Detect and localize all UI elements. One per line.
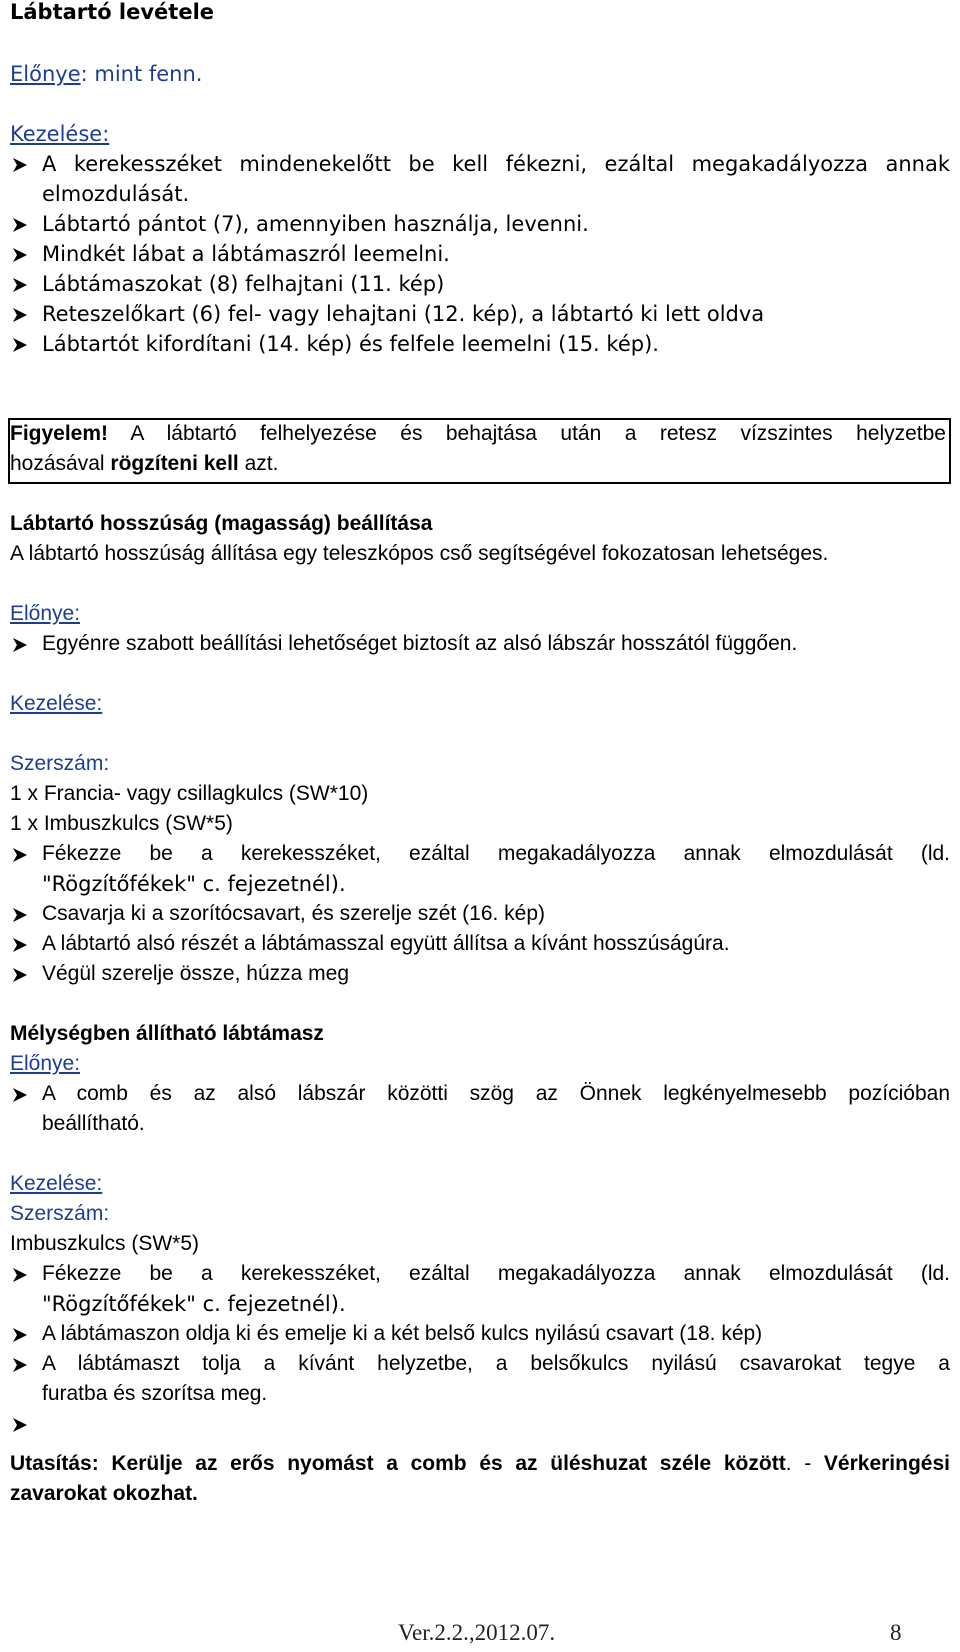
tool-item: 1 x Francia- vagy csillagkulcs (SW*10) <box>10 782 369 805</box>
arrowhead-bullet-icon <box>10 962 32 986</box>
notice-label: Figyelem! <box>10 422 109 445</box>
list-item: A kerekesszéket mindenekelőtt be kell fékezni, ezáltal megakadályozza annak <box>10 152 950 178</box>
arrowhead-bullet-icon <box>10 1322 32 1346</box>
kezelese-label: Kezelése: <box>10 1172 103 1195</box>
arrowhead-bullet-icon <box>10 212 32 236</box>
arrowhead-bullet-icon <box>10 1082 32 1106</box>
arrowhead-bullet-icon <box>10 1352 32 1376</box>
list-item: Fékezze be a kerekesszéket, ezáltal megakadályozza annak elmozdulását (ld. <box>10 1262 950 1288</box>
elonye-text: : mint fenn. <box>80 62 203 86</box>
arrowhead-bullet-icon <box>10 932 32 956</box>
list-item: Fékezze be a kerekesszéket, ezáltal megakadályozza annak elmozdulását (ld. <box>10 842 950 868</box>
section-title-labtarto-levetele: Lábtartó levétele <box>10 0 215 24</box>
szerszam-label: Szerszám: <box>10 752 110 775</box>
arrowhead-bullet-icon <box>10 842 32 866</box>
elonye-line <box>10 62 202 88</box>
arrowhead-bullet-icon <box>10 1262 32 1286</box>
list-item: A lábtámaszt tolja a kívánt helyzetbe, a belsőkulcs nyilású csavarokat tegye a <box>10 1352 950 1378</box>
instruction-line-2: zavarokat okozhat. <box>10 1482 198 1505</box>
elonye-label: Előnye: <box>10 602 81 625</box>
tool-item: 1 x Imbuszkulcs (SW*5) <box>10 812 233 835</box>
section-title-hosszusag: Lábtartó hosszúság (magasság) beállítása <box>10 512 433 535</box>
arrowhead-bullet-icon <box>10 1412 32 1436</box>
notice-line-1: Figyelem! A lábtartó felhelyezése és behajtása után a retesz vízszintes helyzetbe <box>10 422 946 445</box>
arrowhead-bullet-icon <box>10 902 32 926</box>
list-item: A comb és az alsó lábszár közötti szög az Önnek legkényelmesebb pozícióban <box>10 1082 950 1108</box>
elonye-label: Előnye <box>10 62 81 86</box>
page-number: 8 <box>890 1620 902 1645</box>
tool-item: Imbuszkulcs (SW*5) <box>10 1232 200 1255</box>
arrowhead-bullet-icon <box>10 332 32 356</box>
arrowhead-bullet-icon <box>10 152 32 176</box>
arrowhead-bullet-icon <box>10 272 32 296</box>
arrowhead-bullet-icon <box>10 302 32 326</box>
section-title-melyseg: Mélységben állítható lábtámasz <box>10 1022 324 1045</box>
notice-line-2: hozásával rögzíteni kell azt. <box>10 452 279 475</box>
kezelese-label: Kezelése: <box>10 692 103 715</box>
arrowhead-bullet-icon <box>10 632 32 656</box>
section2-intro: A lábtartó hosszúság állítása egy teleszkópos cső segítségével fokozatosan lehetséges. <box>10 542 829 565</box>
szerszam-label: Szerszám: <box>10 1202 110 1225</box>
footer-version: Ver.2.2.,2012.07. <box>398 1620 556 1645</box>
instruction-line-1: Utasítás: Kerülje az erős nyomást a comb és az üléshuzat széle között. - Vérkeringési <box>10 1452 950 1475</box>
elonye-label: Előnye: <box>10 1052 81 1075</box>
kezelese-label: Kezelése: <box>10 122 110 146</box>
arrowhead-bullet-icon <box>10 242 32 266</box>
